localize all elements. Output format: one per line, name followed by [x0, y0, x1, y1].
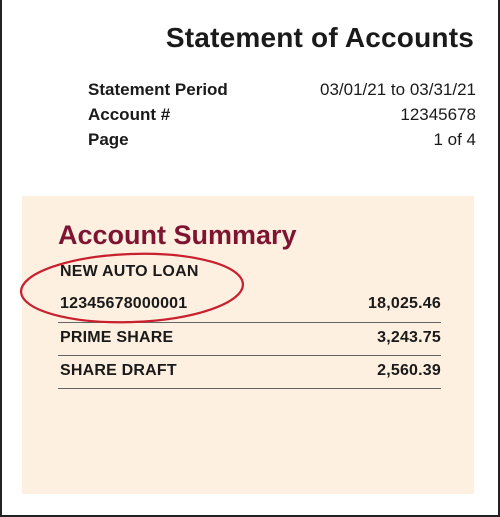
row-divider [58, 388, 441, 389]
share-draft-balance: 2,560.39 [377, 362, 441, 379]
account-number-value: 12345678 [400, 105, 476, 124]
statement-period-row [88, 80, 476, 105]
auto-loan-row [60, 295, 441, 313]
account-number-row [88, 105, 476, 130]
prime-share-name: PRIME SHARE [60, 329, 174, 346]
account-number-label: Account # [88, 105, 171, 124]
page-label: Page [88, 130, 129, 149]
page-value: 1 of 4 [433, 130, 476, 149]
prime-share-balance: 3,243.75 [377, 329, 441, 346]
statement-period-label: Statement Period [88, 80, 228, 99]
prime-share-row [60, 329, 441, 347]
auto-loan-balance: 18,025.46 [368, 295, 441, 312]
page-title: Statement of Accounts [165, 22, 474, 53]
auto-loan-number: 12345678000001 [60, 295, 188, 312]
page-row [88, 130, 476, 155]
share-draft-name: SHARE DRAFT [60, 362, 177, 379]
share-draft-row [60, 362, 441, 380]
auto-loan-name: NEW AUTO LOAN [60, 263, 199, 280]
statement-info [88, 80, 476, 155]
statement-period-value: 03/01/21 to 03/31/21 [320, 80, 476, 99]
account-summary-title: Account Summary [58, 220, 297, 250]
row-divider [58, 355, 441, 356]
account-summary-panel [22, 196, 474, 494]
row-divider [58, 322, 441, 323]
